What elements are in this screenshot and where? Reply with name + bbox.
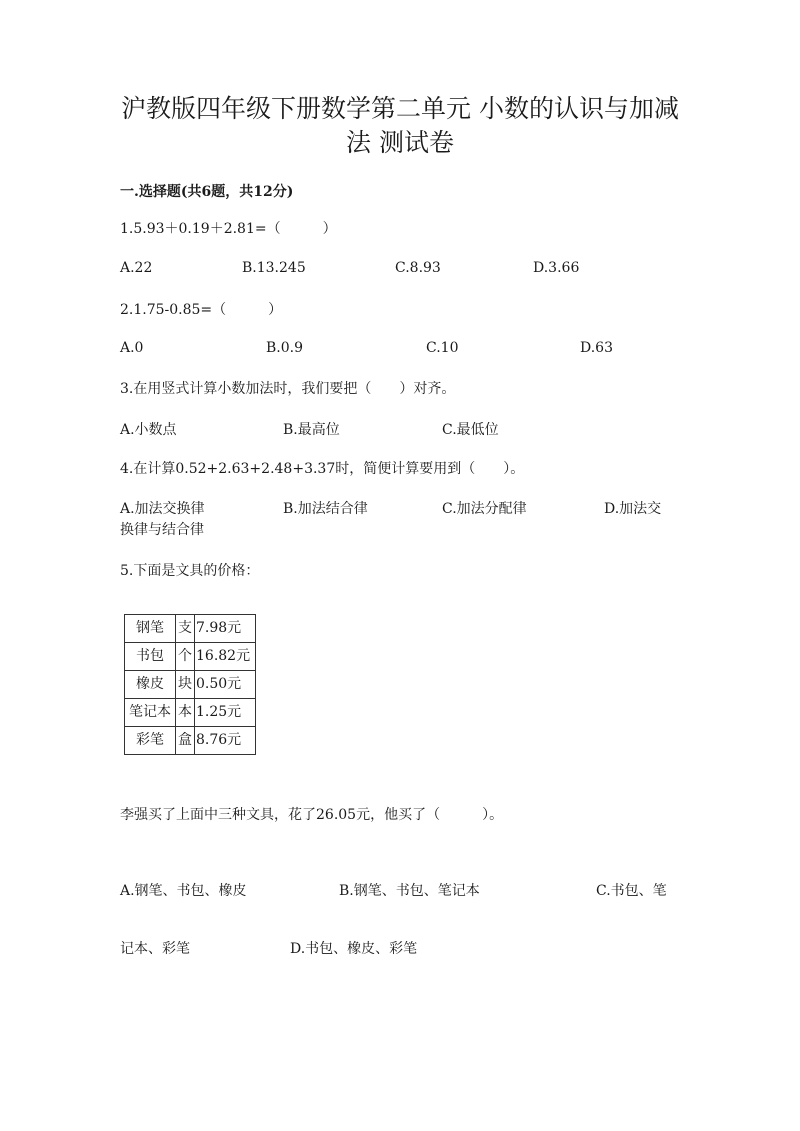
item-name: 彩笔	[125, 727, 176, 755]
table-row	[125, 643, 256, 671]
price-table	[124, 614, 256, 755]
question-5-followup: 李强买了上面中三种文具，花了26.05元，他买了（ ）。	[120, 807, 504, 823]
q4-option-a[interactable]: A.加法交换律	[120, 501, 205, 517]
q3-option-a[interactable]: A.小数点	[120, 422, 177, 438]
q3-option-c[interactable]: C.最低位	[442, 422, 499, 438]
item-name: 书包	[125, 643, 176, 671]
q2-option-a[interactable]: A.0	[120, 340, 144, 356]
question-4: 4.在计算0.52+2.63+2.48+3.37时，简便计算要用到（ ）。	[120, 461, 525, 477]
q1-option-c[interactable]: C.8.93	[395, 260, 441, 276]
question-3: 3.在用竖式计算小数加法时，我们要把（ ）对齐。	[120, 381, 456, 397]
table-row	[125, 727, 256, 755]
q1-option-d[interactable]: D.3.66	[533, 260, 580, 276]
item-price: 7.98元	[195, 615, 256, 643]
page-title	[100, 92, 700, 160]
title-line-1: 沪教版四年级下册数学第二单元 小数的认识与加减	[121, 94, 679, 123]
title-line-2: 法 测试卷	[346, 128, 454, 157]
q5-option-a[interactable]: A.钢笔、书包、橡皮	[120, 883, 247, 899]
q5-option-c[interactable]: C.书包、笔	[596, 883, 667, 899]
table-row	[125, 699, 256, 727]
item-name: 橡皮	[125, 671, 176, 699]
item-unit: 盒	[176, 727, 195, 755]
q3-option-b[interactable]: B.最高位	[283, 422, 340, 438]
item-name: 笔记本	[125, 699, 176, 727]
table-row	[125, 671, 256, 699]
q4-option-d[interactable]: D.加法交	[604, 501, 662, 517]
q4-option-c[interactable]: C.加法分配律	[442, 501, 527, 517]
q5-option-d[interactable]: D.书包、橡皮、彩笔	[290, 941, 418, 957]
table-row	[125, 615, 256, 643]
item-price: 16.82元	[195, 643, 256, 671]
item-price: 0.50元	[195, 671, 256, 699]
item-unit: 块	[176, 671, 195, 699]
item-unit: 本	[176, 699, 195, 727]
item-name: 钢笔	[125, 615, 176, 643]
item-unit: 个	[176, 643, 195, 671]
question-1: 1.5.93＋0.19＋2.81=（ ）	[120, 221, 337, 237]
q4-option-b[interactable]: B.加法结合律	[283, 501, 368, 517]
q2-option-d[interactable]: D.63	[580, 340, 613, 356]
q1-option-b[interactable]: B.13.245	[242, 260, 306, 276]
q2-option-c[interactable]: C.10	[426, 340, 459, 356]
item-unit: 支	[176, 615, 195, 643]
question-5: 5.下面是文具的价格：	[120, 563, 260, 579]
q5-option-b[interactable]: B.钢笔、书包、笔记本	[339, 883, 480, 899]
section-heading: 一.选择题(共6题，共12分)	[120, 184, 294, 200]
question-2: 2.1.75-0.85=（ ）	[120, 302, 283, 318]
q4-option-d-continued: 换律与结合律	[120, 522, 204, 538]
item-price: 1.25元	[195, 699, 256, 727]
q1-option-a[interactable]: A.22	[120, 260, 153, 276]
item-price: 8.76元	[195, 727, 256, 755]
q2-option-b[interactable]: B.0.9	[266, 340, 304, 356]
q5-option-c-continued: 记本、彩笔	[120, 941, 190, 957]
